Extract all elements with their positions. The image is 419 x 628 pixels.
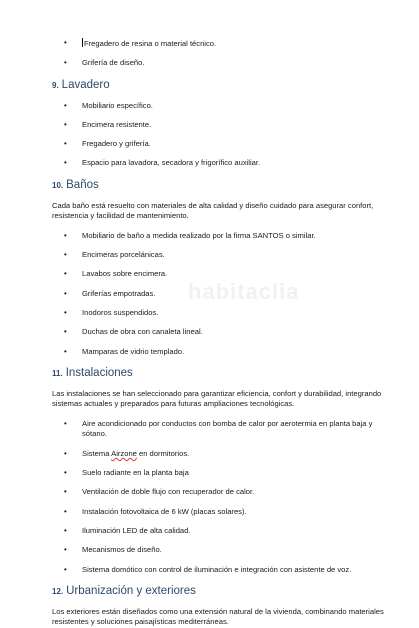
watermark: habitaclia xyxy=(188,279,300,304)
list-item: • Espacio para lavadora, secadora y frigorífico auxiliar. xyxy=(0,158,419,168)
section-heading xyxy=(0,366,419,381)
list-item: • Encimeras porcelánicas. xyxy=(0,250,419,260)
section-intro: Las instalaciones se han seleccionado para garantizar eficiencia, confort y durabilidad, integrando sistemas actuales y preparados para futuras ampliaciones tecnológicas. xyxy=(52,388,382,409)
section-heading xyxy=(0,178,419,193)
text-cursor xyxy=(82,38,83,47)
list-item: • Mecanismos de diseño. xyxy=(0,545,419,555)
section-number: 11. xyxy=(52,368,63,378)
top-list xyxy=(0,38,419,68)
list-item-text: en dormitorios. xyxy=(136,448,190,458)
list-item-text: Fregadero de resina o material técnico. xyxy=(84,39,217,48)
list-item: • Encimera resistente. xyxy=(0,120,419,130)
list-item: • Lavabos sobre encimera. xyxy=(0,269,419,279)
list-item: • Griferías empotradas. xyxy=(0,289,419,299)
section-heading xyxy=(0,78,419,93)
list-item xyxy=(0,38,419,49)
lavadero-list xyxy=(0,101,419,169)
list-item: • Mamparas de vidrio templado. xyxy=(0,347,419,357)
section-number: 10. xyxy=(52,180,64,190)
list-item: • Suelo radiante en la planta baja xyxy=(0,468,419,478)
section-number: 9. xyxy=(52,80,59,90)
list-item: • Inodoros suspendidos. xyxy=(0,308,419,318)
list-item: • Ventilación de doble flujo con recuperador de calor. xyxy=(0,487,419,497)
list-item: • Iluminación LED de alta calidad. xyxy=(0,526,419,536)
list-item: • Fregadero y grifería. xyxy=(0,139,419,149)
section-title: Lavadero xyxy=(61,78,110,91)
section-intro: Cada baño está resuelto con materiales de alta calidad y diseño cuidado para asegurar confort, resistencia y facilidad de mantenimiento. xyxy=(52,200,374,221)
instalaciones-list xyxy=(0,419,419,575)
section-title: Urbanización y exteriores xyxy=(66,584,196,597)
list-item-text: Sistema xyxy=(82,448,110,458)
list-item: • Aire acondicionado por conductos con bomba de calor por aerotermia en planta baja y sótano. xyxy=(0,419,419,439)
list-item: • Instalación fotovoltaica de 6 kW (placas solares). xyxy=(0,507,419,517)
list-item: • Grifería de diseño. xyxy=(0,58,419,68)
list-item: • Sistema domótico con control de iluminación e integración con asistente de voz. xyxy=(0,565,419,575)
spellcheck-word: Airzone xyxy=(111,448,137,458)
section-intro: Los exteriores están diseñados como una extensión natural de la vivienda, combinando materiales resistentes y soluciones paisajísticas mediterráneas. xyxy=(52,606,384,627)
list-item: • Mobiliario de baño a medida realizado por la firma SANTOS o similar. xyxy=(0,231,419,241)
list-item xyxy=(0,449,419,459)
section-heading xyxy=(0,584,419,599)
list-item: • Duchas de obra con canaleta lineal. xyxy=(0,327,419,337)
section-title: Baños xyxy=(66,178,99,191)
list-item: • Mobiliario específico. xyxy=(0,101,419,111)
banos-list xyxy=(0,231,419,357)
section-title: Instalaciones xyxy=(65,366,133,379)
section-number: 12. xyxy=(52,586,64,596)
